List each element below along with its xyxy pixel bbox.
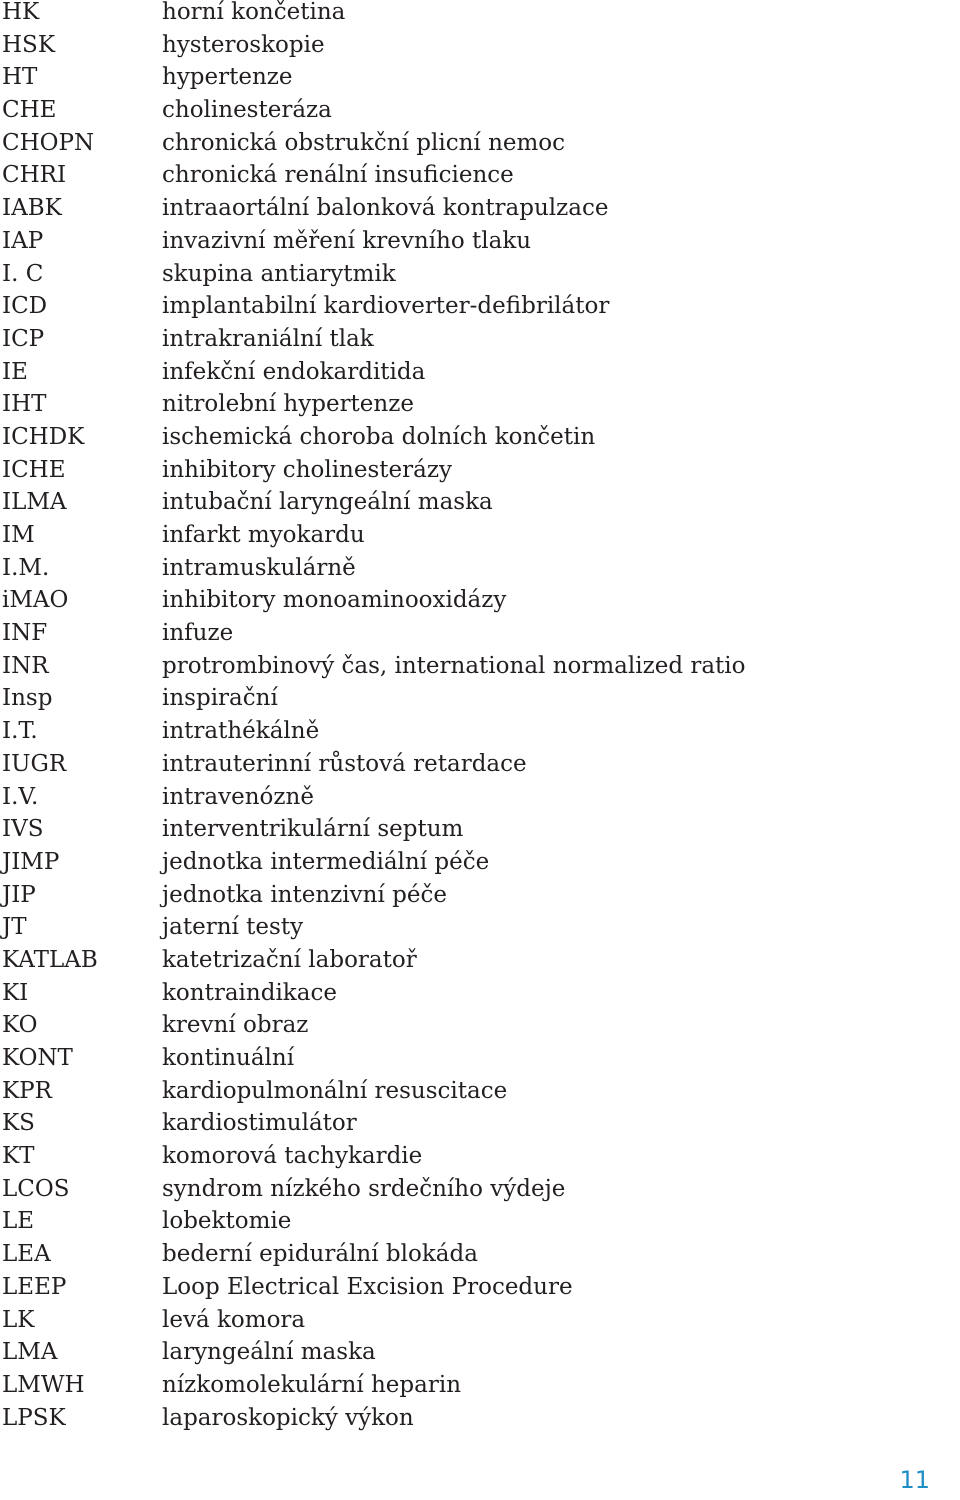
abbreviation-term: ICHDK	[2, 423, 85, 450]
abbreviation-definition: cholinesteráza	[162, 97, 332, 124]
abbreviation-definition: infekční endokarditida	[162, 358, 426, 385]
abbreviation-definition: hypertenze	[162, 64, 293, 91]
abbreviation-row	[0, 752, 960, 785]
abbreviation-term: JIMP	[2, 848, 60, 875]
abbreviation-row	[0, 948, 960, 981]
abbreviation-row	[0, 686, 960, 719]
abbreviation-row	[0, 425, 960, 458]
abbreviation-definition: inhibitory cholinesterázy	[162, 456, 452, 483]
abbreviation-definition: intrathékálně	[162, 718, 320, 745]
abbreviation-definition: intravenózně	[162, 783, 314, 810]
abbreviation-definition: komorová tachykardie	[162, 1143, 423, 1170]
abbreviation-row	[0, 1013, 960, 1046]
abbreviation-definition: intubační laryngeální maska	[162, 489, 493, 516]
abbreviation-term: JIP	[2, 881, 36, 908]
abbreviation-term: IABK	[2, 195, 62, 222]
abbreviation-definition: jednotka intenzivní péče	[162, 881, 447, 908]
abbreviation-row	[0, 1340, 960, 1373]
abbreviation-row	[0, 621, 960, 654]
abbreviation-definition: syndrom nízkého srdečního výdeje	[162, 1175, 566, 1202]
abbreviation-definition: implantabilní kardioverter-defibrilátor	[162, 293, 610, 320]
abbreviation-row	[0, 1209, 960, 1242]
abbreviation-row	[0, 98, 960, 131]
abbreviation-term: IUGR	[2, 750, 67, 777]
abbreviation-term: IM	[2, 522, 35, 548]
abbreviation-row	[0, 65, 960, 98]
abbreviation-row	[0, 1406, 960, 1439]
abbreviation-term: KPR	[2, 1077, 52, 1104]
abbreviation-row	[0, 1308, 960, 1341]
abbreviation-row	[0, 654, 960, 687]
abbreviation-definition: jaterní testy	[162, 914, 304, 941]
abbreviation-row	[0, 1177, 960, 1210]
abbreviation-row	[0, 1111, 960, 1144]
abbreviation-term: LMA	[2, 1339, 58, 1366]
abbreviation-row	[0, 556, 960, 589]
abbreviation-term: LK	[2, 1306, 35, 1333]
abbreviation-definition: laparoskopický výkon	[162, 1404, 414, 1431]
abbreviation-term: IE	[2, 358, 28, 385]
abbreviation-term: KONT	[2, 1045, 73, 1071]
abbreviation-definition: protrombinový čas, international normalized ratio	[162, 652, 746, 679]
abbreviation-definition: kontinuální	[162, 1045, 295, 1071]
abbreviation-definition: skupina antiarytmik	[162, 260, 396, 287]
abbreviation-definition: laryngeální maska	[162, 1339, 376, 1366]
abbreviation-term: ILMA	[2, 489, 67, 516]
abbreviation-row	[0, 523, 960, 556]
abbreviation-row	[0, 1242, 960, 1275]
abbreviation-row	[0, 1144, 960, 1177]
abbreviation-definition: inhibitory monoaminooxidázy	[162, 587, 507, 614]
abbreviation-term: KATLAB	[2, 946, 98, 973]
abbreviation-term: LCOS	[2, 1175, 70, 1202]
page-number: 11	[899, 1466, 930, 1494]
abbreviation-row	[0, 588, 960, 621]
abbreviation-row	[0, 915, 960, 948]
abbreviation-definition: lobektomie	[162, 1208, 292, 1235]
abbreviation-term: JT	[2, 914, 27, 941]
abbreviation-term: LPSK	[2, 1404, 66, 1431]
abbreviation-term: iMAO	[2, 587, 69, 614]
abbreviation-term: ICD	[2, 293, 48, 320]
abbreviation-row	[0, 785, 960, 818]
abbreviation-definition: kontraindikace	[162, 979, 337, 1006]
abbreviation-term: IAP	[2, 227, 44, 254]
abbreviation-definition: levá komora	[162, 1306, 306, 1333]
abbreviation-row	[0, 360, 960, 393]
abbreviation-term: I. C	[2, 260, 44, 287]
abbreviation-definition: hysteroskopie	[162, 31, 325, 58]
abbreviation-row	[0, 981, 960, 1014]
abbreviation-row	[0, 327, 960, 360]
abbreviation-definition: kardiostimulátor	[162, 1110, 357, 1137]
abbreviation-definition: Loop Electrical Excision Procedure	[162, 1273, 573, 1300]
abbreviation-row	[0, 1046, 960, 1079]
abbreviation-term: KO	[2, 1012, 38, 1039]
abbreviation-definition: kardiopulmonální resuscitace	[162, 1077, 508, 1104]
abbreviation-term: HK	[2, 0, 40, 25]
abbreviation-term: LEA	[2, 1241, 51, 1268]
abbreviation-term: CHOPN	[2, 129, 95, 156]
abbreviation-definition: ischemická choroba dolních končetin	[162, 423, 596, 450]
abbreviation-term: INF	[2, 620, 48, 647]
abbreviation-term: IHT	[2, 391, 47, 418]
abbreviation-definition: infuze	[162, 620, 234, 647]
abbreviation-definition: intraaortální balonková kontrapulzace	[162, 195, 609, 222]
abbreviation-term: ICP	[2, 325, 45, 352]
abbreviation-row	[0, 294, 960, 327]
abbreviation-row	[0, 817, 960, 850]
abbreviation-definition: katetrizační laboratoř	[162, 946, 417, 973]
abbreviation-term: KI	[2, 979, 29, 1006]
abbreviation-row	[0, 1275, 960, 1308]
abbreviation-term: ICHE	[2, 456, 66, 483]
abbreviation-definition: krevní obraz	[162, 1012, 309, 1039]
abbreviation-definition: interventrikulární septum	[162, 816, 464, 843]
abbreviation-term: Insp	[2, 685, 53, 712]
abbreviation-term: KT	[2, 1143, 35, 1170]
abbreviation-term: CHE	[2, 97, 57, 124]
abbreviation-definition: invazivní měření krevního tlaku	[162, 227, 532, 254]
abbreviation-row	[0, 392, 960, 425]
abbreviation-row	[0, 196, 960, 229]
abbreviation-definition: bederní epidurální blokáda	[162, 1241, 478, 1268]
abbreviation-term: LE	[2, 1208, 35, 1235]
abbreviation-definition: inspirační	[162, 685, 278, 712]
abbreviation-definition: intramuskulárně	[162, 554, 356, 581]
abbreviation-term: INR	[2, 652, 49, 679]
abbreviation-row	[0, 0, 960, 33]
abbreviation-definition: intrauterinní růstová retardace	[162, 750, 527, 777]
abbreviation-row	[0, 33, 960, 66]
abbreviation-definition: infarkt myokardu	[162, 522, 365, 548]
abbreviation-definition: nitrolební hypertenze	[162, 391, 414, 418]
abbreviation-row	[0, 490, 960, 523]
abbreviation-term: IVS	[2, 816, 44, 843]
abbreviation-term: HT	[2, 64, 38, 91]
abbreviation-definition: horní končetina	[162, 0, 346, 25]
abbreviation-definition: jednotka intermediální péče	[162, 848, 490, 875]
abbreviation-row	[0, 229, 960, 262]
abbreviation-term: LEEP	[2, 1273, 67, 1300]
abbreviation-row	[0, 1373, 960, 1406]
abbreviation-definition: nízkomolekulární heparin	[162, 1371, 462, 1398]
abbreviation-row	[0, 163, 960, 196]
abbreviation-term: LMWH	[2, 1371, 85, 1398]
abbreviation-term: CHRI	[2, 162, 67, 189]
abbreviation-row	[0, 458, 960, 491]
abbreviation-row	[0, 883, 960, 916]
abbreviation-term: HSK	[2, 31, 55, 58]
abbreviation-definition: chronická obstrukční plicní nemoc	[162, 129, 566, 156]
abbreviation-definition: chronická renální insuficience	[162, 162, 514, 189]
abbreviation-term: I.T.	[2, 718, 38, 745]
abbreviation-row	[0, 719, 960, 752]
abbreviation-row	[0, 850, 960, 883]
abbreviation-term: I.V.	[2, 783, 39, 810]
abbreviation-row	[0, 1079, 960, 1112]
abbreviation-term: I.M.	[2, 554, 50, 581]
abbreviation-row	[0, 262, 960, 295]
abbreviation-definition: intrakraniální tlak	[162, 325, 374, 352]
abbreviation-term: KS	[2, 1110, 35, 1137]
abbreviation-row	[0, 131, 960, 164]
